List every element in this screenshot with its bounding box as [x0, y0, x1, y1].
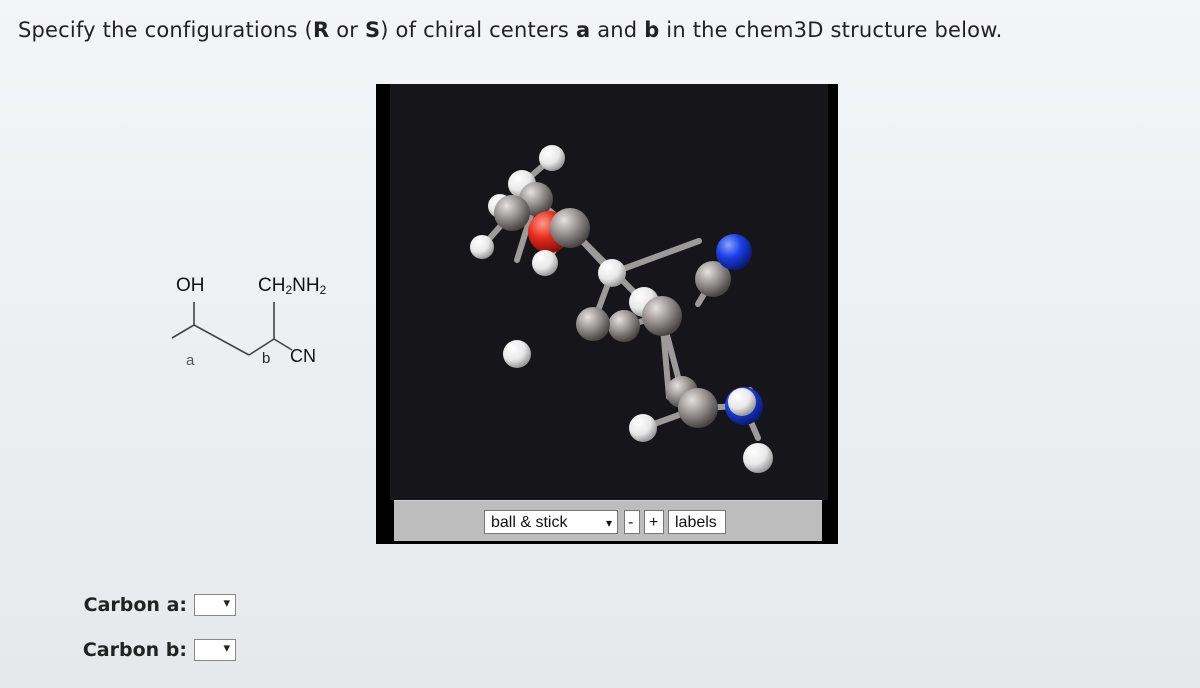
- hydrogen-atom: [728, 388, 756, 416]
- ch2-sub: 2: [285, 283, 293, 297]
- carbon-b-select[interactable]: [194, 639, 236, 661]
- hydrogen-atom: [503, 340, 531, 368]
- zoom-in-button[interactable]: +: [644, 510, 664, 534]
- chevron-down-icon: ▾: [223, 596, 230, 611]
- question-prefix: Specify the configurations (: [18, 18, 313, 42]
- bond-ch3: [172, 325, 194, 338]
- question-suffix: ) of chiral centers: [380, 18, 576, 42]
- carbon-atom: [642, 296, 682, 336]
- carbon-a-label: Carbon a:: [83, 594, 187, 616]
- ch2-text: CH: [258, 275, 286, 296]
- hydrogen-atom: [629, 414, 657, 442]
- chevron-down-icon: ▾: [223, 641, 230, 656]
- carbon-atom: [608, 310, 640, 342]
- carbon-atom: [494, 195, 530, 231]
- molecule-canvas[interactable]: [390, 84, 828, 500]
- display-style-select[interactable]: [484, 510, 618, 534]
- question-or: or: [329, 18, 365, 42]
- chiral-label-b: b: [262, 350, 271, 367]
- zoom-out-button[interactable]: -: [624, 510, 640, 534]
- question-b: b: [644, 18, 660, 42]
- carbon-a-row: [0, 594, 230, 618]
- nitrogen-atom: [716, 234, 752, 270]
- chem3d-viewer[interactable]: [376, 84, 838, 544]
- bond-a-ch2: [194, 325, 249, 355]
- question-text: [18, 18, 1003, 42]
- carbon-a-select[interactable]: [194, 594, 236, 616]
- display-style-value: ball & stick: [491, 514, 568, 531]
- chevron-down-icon: ▾: [605, 516, 612, 530]
- carbon-b-label: Carbon b:: [82, 639, 187, 661]
- carbon-b-row: [0, 639, 230, 663]
- hydrogen-atom: [743, 443, 773, 473]
- skeletal-structure: [150, 265, 380, 405]
- question-a: a: [575, 18, 591, 42]
- molecule-model[interactable]: [390, 84, 828, 500]
- chiral-label-a: a: [186, 352, 195, 369]
- viewer-toolbar: [394, 500, 822, 541]
- nh2-sub: 2: [319, 283, 327, 297]
- nh2-text: NH: [292, 275, 320, 296]
- oh-label: OH: [176, 275, 205, 296]
- question-s: S: [364, 18, 381, 42]
- cn-label: CN: [290, 346, 316, 366]
- carbon-atom: [550, 208, 590, 248]
- labels-button[interactable]: labels: [668, 510, 726, 534]
- hydrogen-atom: [532, 250, 558, 276]
- question-r: R: [312, 18, 330, 42]
- carbon-atom: [678, 388, 718, 428]
- atoms: [470, 145, 773, 473]
- hydrogen-atom: [470, 235, 494, 259]
- carbon-atom: [576, 307, 610, 341]
- question-end: in the chem3D structure below.: [659, 18, 1003, 42]
- hydrogen-atom: [539, 145, 565, 171]
- hydrogen-atom: [598, 259, 626, 287]
- ch2nh2-label: [258, 275, 326, 297]
- question-and: and: [590, 18, 645, 42]
